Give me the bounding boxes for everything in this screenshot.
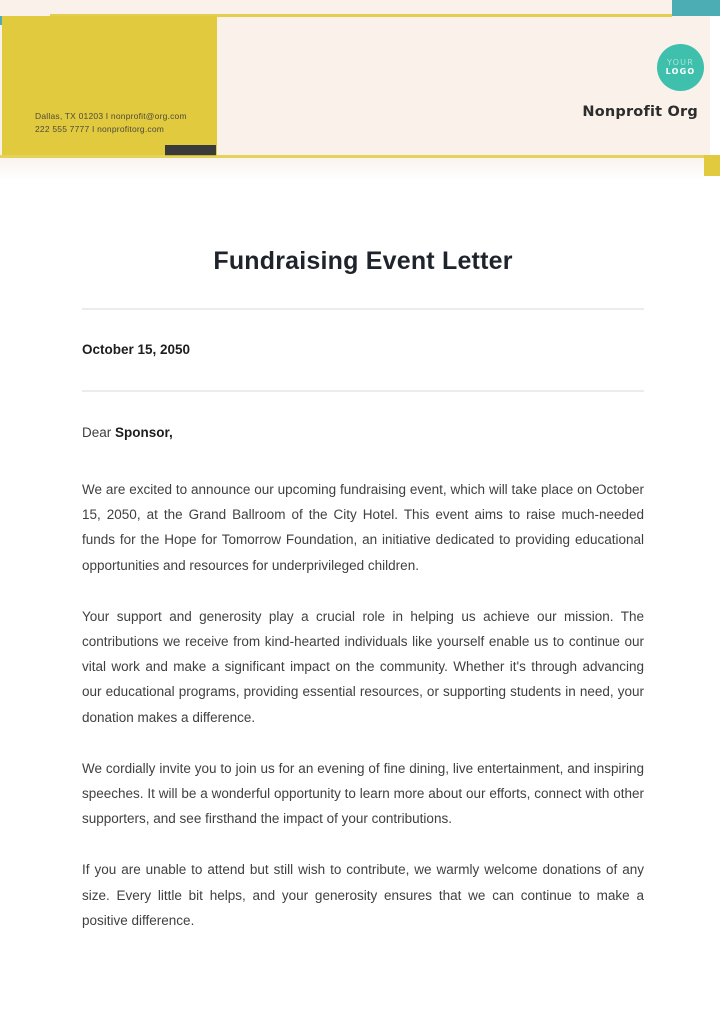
divider-under-title (82, 308, 644, 310)
letter-title: Fundraising Event Letter (213, 247, 513, 275)
paragraph-support: Your support and generosity play a crucial role in helping us achieve our mission. The contributions we receive from kind-hearted individuals like yourself enable us to continue our vital work and make a significant impact on the community. Whether it's through advancing our educational programs, providing essential resources, or supporting students in need, your donation makes a difference. (82, 608, 644, 725)
logo-text-your: YOUR (667, 58, 694, 67)
salutation (82, 425, 644, 441)
header-fade-strip (0, 158, 704, 180)
contact-phone-line: 222 555 7777 I nonprofitorg.com (35, 124, 165, 134)
org-name: Nonprofit Org (582, 104, 698, 120)
divider-under-date (82, 390, 644, 392)
paragraph-announcement: We are excited to announce our upcoming fundraising event, which will take place on October 15, 2050, at the Grand Ballroom of the City Hotel. This event aims to raise much-needed funds for the Hope for Tomorrow Foundation, an initiative dedicated to providing educational opportunities and resources for underprivileged children. (82, 482, 644, 573)
salutation-name: Sponsor, (115, 425, 173, 440)
contact-address-line: Dallas, TX 01203 I nonprofit@org.com (35, 111, 187, 121)
paragraph-donations: If you are unable to attend but still wish to contribute, we warmly welcome donations of any size. Every little bit helps, and your generosity ensures that we can continue to make a positive difference. (82, 862, 644, 928)
letter-date: October 15, 2050 (82, 342, 191, 357)
contact-block (2, 16, 217, 155)
yellow-corner-accent (704, 155, 720, 176)
paragraph-invitation: We cordially invite you to join us for an evening of fine dining, live entertainment, and inspiring speeches. It will be a wonderful opportunity to learn more about our efforts, connect with other supporters, and see firsthand the impact of your contributions. (82, 760, 644, 827)
logo-placeholder-icon (657, 44, 704, 91)
logo-text-logo: LOGO (665, 67, 696, 76)
letter-body (0, 180, 720, 933)
bottom-accent-line (0, 155, 704, 158)
teal-accent-bar-right (672, 0, 720, 16)
salutation-prefix: Dear (82, 425, 116, 440)
letterhead (0, 0, 720, 185)
